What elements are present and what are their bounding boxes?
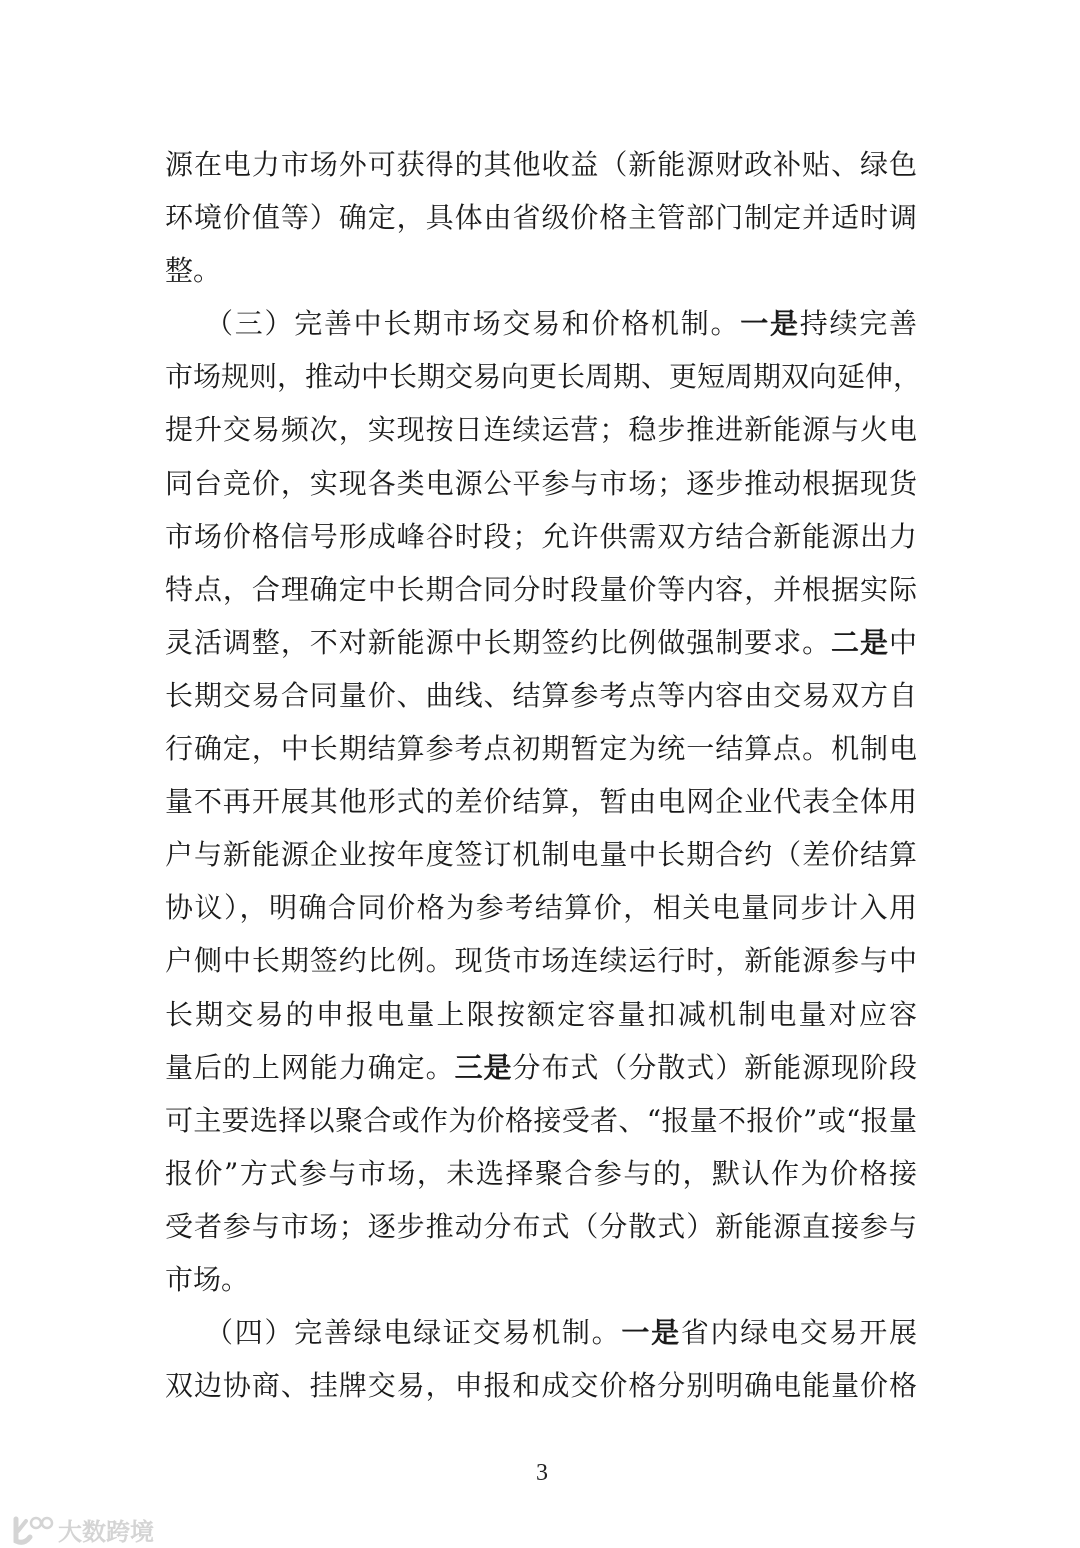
text-segment: 量不再开展其他形式的差价结算，暂由电网企业代表全体用 [165, 785, 917, 819]
text-line [165, 616, 917, 669]
text-line [165, 828, 917, 881]
text-line [165, 244, 917, 297]
text-segment: 中 [888, 625, 917, 659]
text-line [165, 297, 917, 350]
text-line [165, 988, 917, 1041]
watermark-text: 大数跨境 [58, 1518, 154, 1546]
text-line [165, 881, 917, 934]
text-segment: 量后的上网能力确定。 [165, 1050, 455, 1084]
text-segment: 协议），明确合同价格为参考结算价，相关电量同步计入用 [165, 891, 917, 925]
bold-keyword: 二是 [831, 625, 889, 659]
watermark [10, 1512, 154, 1547]
text-segment: 户与新能源企业按年度签订机制电量中长期合约（差价结算 [165, 838, 917, 872]
text-segment: 分布式（分散式）新能源现阶段 [512, 1050, 917, 1084]
text-line [165, 510, 917, 563]
document-body [165, 138, 922, 1412]
page-number: 3 [536, 1460, 548, 1486]
text-line [165, 1306, 917, 1359]
bold-keyword: 三是 [454, 1050, 513, 1084]
text-line [165, 722, 917, 775]
text-line [165, 1253, 917, 1306]
text-line [165, 1147, 917, 1200]
text-line [165, 934, 917, 987]
text-segment: 行确定，中长期结算参考点初期暂定为统一结算点。机制电 [165, 732, 917, 766]
text-segment: 省内绿电交易开展 [680, 1316, 917, 1350]
text-segment: 灵活调整，不对新能源中长期签约比例做强制要求。 [165, 625, 832, 659]
text-segment: 市场。 [165, 1262, 250, 1296]
text-segment: 源在电力市场外可获得的其他收益（新能源财政补贴、绿色 [165, 148, 917, 181]
watermark-logo-icon [10, 1515, 54, 1545]
text-segment: 持续完善 [799, 307, 917, 341]
text-line [165, 138, 917, 191]
text-segment: 可主要选择以聚合或作为价格接受者、“报量不报价”或“报量 [165, 1103, 917, 1137]
text-segment: 户侧中长期签约比例。现货市场连续运行时，新能源参与中 [165, 944, 917, 978]
text-segment: 整。 [165, 254, 222, 288]
text-segment: 报价”方式参与市场，未选择聚合参与的，默认作为价格接 [165, 1156, 917, 1190]
bold-keyword: 一是 [740, 307, 800, 341]
text-segment: （三）完善中长期市场交易和价格机制。 [205, 307, 741, 341]
text-segment: 同台竞价，实现各类电源公平参与市场；逐步推动根据现货 [165, 466, 917, 500]
text-segment: 特点，合理确定中长期合同分时段量价等内容，并根据实际 [165, 572, 917, 606]
text-segment: 受者参与市场；逐步推动分布式（分散式）新能源直接参与 [165, 1209, 917, 1243]
text-segment: 提升交易频次，实现按日连续运营；稳步推进新能源与火电 [165, 413, 917, 447]
text-line [165, 775, 917, 828]
text-line [165, 563, 917, 616]
text-line [165, 669, 917, 722]
text-line [165, 191, 917, 244]
text-segment: 环境价值等）确定，具体由省级价格主管部门制定并适时调 [165, 201, 917, 235]
text-segment: 市场价格信号形成峰谷时段；允许供需双方结合新能源出力 [165, 519, 917, 553]
text-segment: 市场规则，推动中长期交易向更长周期、更短周期双向延伸， [165, 360, 922, 394]
text-segment: 长期交易的申报电量上限按额定容量扣减机制电量对应容 [165, 997, 917, 1031]
text-line [165, 1359, 917, 1412]
text-line [165, 1041, 917, 1094]
text-line [165, 350, 922, 403]
bold-keyword: 一是 [621, 1316, 681, 1350]
text-line [165, 457, 917, 510]
text-segment: （四）完善绿电绿证交易机制。 [205, 1316, 622, 1350]
text-line [165, 1094, 917, 1147]
text-line [165, 1200, 917, 1253]
text-segment: 双边协商、挂牌交易，申报和成交价格分别明确电能量价格 [165, 1369, 917, 1403]
text-line [165, 403, 917, 456]
text-segment: 长期交易合同量价、曲线、结算参考点等内容由交易双方自 [165, 678, 917, 712]
